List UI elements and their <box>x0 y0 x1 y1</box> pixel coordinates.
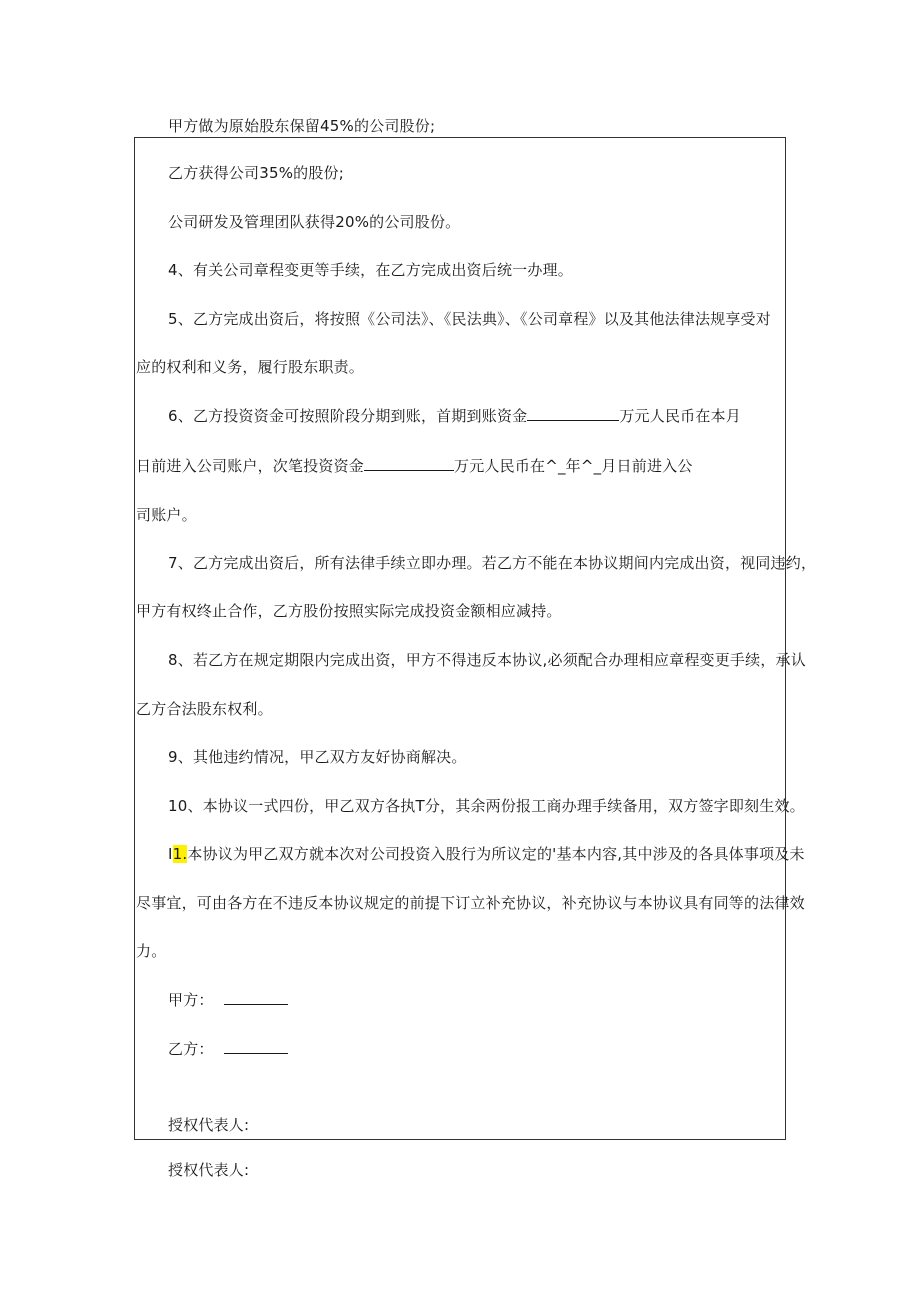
authorized-rep-2: 授权代表人: <box>168 1161 250 1179</box>
clause-11-prefix: I <box>168 845 173 863</box>
clause-share-team: 公司研发及管理团队获得20%的公司股份。 <box>168 213 461 231</box>
authorized-rep-1: 授权代表人: <box>168 1116 250 1134</box>
clause-11-number: 1. <box>172 845 188 863</box>
clause-share-party-a: 甲方做为原始股东保留45%的公司股份; <box>168 117 436 135</box>
clause-6-text-d: 万元人民币在^_年^_月日前进入公 <box>454 457 693 475</box>
clause-7-line-2: 甲方有权终止合作，乙方股份按照实际完成投资金额相应减持。 <box>136 602 562 620</box>
clause-9: 9、其他违约情况，甲乙双方友好协商解决。 <box>168 748 467 766</box>
clause-6-line-2 <box>136 456 693 476</box>
clause-11-line-3: 力。 <box>136 942 167 960</box>
clause-11-line-1 <box>168 844 805 864</box>
party-a-signature-blank[interactable] <box>224 990 288 1005</box>
second-payment-blank[interactable] <box>364 456 454 471</box>
clause-6-text-b: 万元人民币在本月 <box>619 407 741 425</box>
clause-4: 4、有关公司章程变更等手续，在乙方完成出资后统一办理。 <box>168 261 573 279</box>
clause-11-line-2: 尽事宜，可由各方在不违反本协议规定的前提下订立补充协议，补充协议与本协议具有同等的法律效 <box>136 894 805 912</box>
clause-11-text: 本协议为甲乙双方就本次对公司投资入股行为所议定的'基本内容,其中涉及的各具体事项及未 <box>187 845 805 863</box>
clause-6-line-3: 司账户。 <box>136 506 197 524</box>
clause-5-line-2: 应的权利和义务，履行股东职责。 <box>136 358 365 376</box>
signature-party-a-label: 甲方： <box>168 991 214 1009</box>
clause-10: 10、本协议一式四份，甲乙双方各执T分，其余两份报工商办理手续备用，双方签字即刻生效。 <box>168 797 805 815</box>
first-payment-blank[interactable] <box>527 406 619 421</box>
signature-party-a <box>168 990 288 1010</box>
clause-6-text-c: 日前进入公司账户，次笔投资资金 <box>136 457 365 475</box>
clause-6-text-a: 6、乙方投资资金可按照阶段分期到账，首期到账资金 <box>168 407 528 425</box>
signature-party-b <box>168 1039 288 1059</box>
clause-7-line-1: 7、乙方完成出资后，所有法律手续立即办理。若乙方不能在本协议期间内完成出资，视同违约， <box>168 554 817 572</box>
signature-party-b-label: 乙方： <box>168 1040 214 1058</box>
clause-share-party-b: 乙方获得公司35%的股份; <box>168 164 344 182</box>
clause-8-line-1: 8、若乙方在规定期限内完成出资，甲方不得违反本协议,必须配合办理相应章程变更手续，承认 <box>168 651 806 669</box>
clause-6-line-1 <box>168 406 741 426</box>
party-b-signature-blank[interactable] <box>224 1039 288 1054</box>
clause-8-line-2: 乙方合法股东权利。 <box>136 700 273 718</box>
clause-5-line-1: 5、乙方完成出资后，将按照《公司法》、《民法典》、《公司章程》以及其他法律法规享受对 <box>168 310 771 328</box>
